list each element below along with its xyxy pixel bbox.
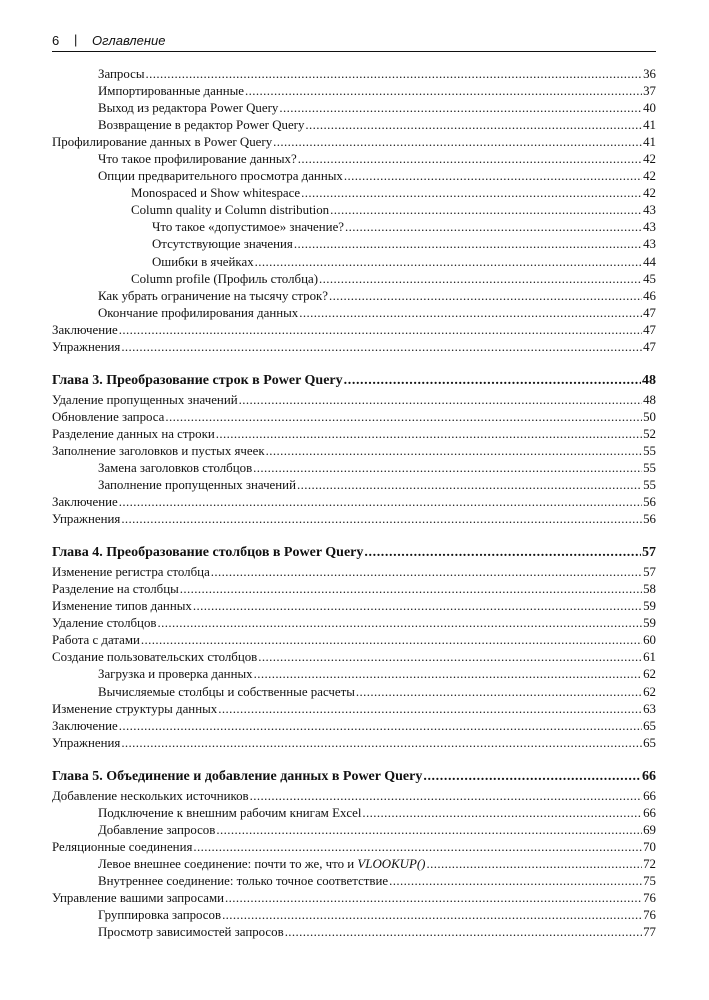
toc-page-number: 61	[643, 650, 656, 665]
toc-dot-leader	[216, 426, 642, 443]
toc-page-number: 76	[643, 908, 656, 923]
toc-entry-title: Изменение структуры данных	[52, 701, 218, 716]
toc-entry-title: Внутреннее соединение: только точное соответствие	[98, 873, 389, 888]
toc-dot-leader	[165, 409, 642, 426]
toc-entry-title: Создание пользовательских столбцов	[52, 650, 258, 665]
toc-page-number: 65	[643, 718, 656, 733]
toc-dot-leader	[305, 117, 642, 134]
toc-dot-leader	[216, 822, 642, 839]
toc-page-number: 69	[643, 822, 656, 837]
toc-page-number: 58	[643, 582, 656, 597]
toc-entry	[52, 66, 656, 83]
toc-page-number: 41	[643, 135, 656, 150]
toc-entry	[52, 392, 656, 409]
toc-entry-title: Что такое профилирование данных?	[98, 152, 297, 167]
toc-chapter-entry	[52, 370, 656, 392]
toc-dot-leader	[119, 322, 642, 339]
toc-dot-leader	[255, 254, 642, 271]
toc-entry-title: Просмотр зависимостей запросов	[98, 925, 284, 940]
toc-entry-title: Управление вашими запросами	[52, 890, 225, 905]
toc-page-number: 66	[643, 805, 656, 820]
toc-entry-title: Разделение на столбцы	[52, 582, 179, 597]
toc-page-number: 59	[643, 616, 656, 631]
toc-entry-title: Заполнение пропущенных значений	[98, 478, 296, 493]
toc-dot-leader	[254, 666, 643, 683]
toc-page-number: 72	[643, 856, 656, 871]
toc-entry	[52, 288, 656, 305]
toc-entry-title: Упражнения	[52, 735, 121, 750]
toc-dot-leader	[426, 856, 642, 873]
toc-entry-title: Удаление столбцов	[52, 616, 157, 631]
toc-page-number: 56	[643, 495, 656, 510]
toc-page-number: 42	[643, 169, 656, 184]
toc-dot-leader	[239, 392, 642, 409]
toc-page-number: 66	[643, 788, 656, 803]
toc-entry-title: Подключение к внешним рабочим книгам Excel	[98, 805, 362, 820]
toc-page-number: 43	[643, 220, 656, 235]
toc-page-number: 57	[642, 545, 656, 561]
toc-dot-leader	[344, 370, 641, 392]
toc-entry	[52, 598, 656, 615]
toc-page-number: 65	[643, 735, 656, 750]
toc-entry-title: Изменение регистра столбца	[52, 565, 210, 580]
toc-entry	[52, 907, 656, 924]
toc-entry	[52, 117, 656, 134]
toc-page-number: 41	[643, 118, 656, 133]
toc-entry	[52, 409, 656, 426]
toc-entry	[52, 735, 656, 752]
toc-entry-title: Упражнения	[52, 339, 121, 354]
toc-dot-leader	[344, 168, 642, 185]
toc-dot-leader	[121, 339, 642, 356]
toc-page-number: 55	[643, 460, 656, 475]
toc-entry-title: Глава 5. Объединение и добавление данных в Power Query	[52, 768, 423, 784]
toc-entry-title: Глава 3. Преобразование строк в Power Query	[52, 372, 343, 388]
toc-dot-leader	[279, 100, 642, 117]
toc-dot-leader	[253, 460, 642, 477]
toc-entry	[52, 322, 656, 339]
toc-page-number: 46	[643, 288, 656, 303]
toc-page-number: 55	[643, 478, 656, 493]
toc-page-number: 42	[643, 152, 656, 167]
toc-entry	[52, 856, 656, 873]
toc-dot-leader	[119, 718, 642, 735]
toc-entry	[52, 839, 656, 856]
toc-page-number: 50	[643, 409, 656, 424]
toc-dot-leader	[299, 305, 642, 322]
toc-entry-title: Добавление нескольких источников	[52, 788, 249, 803]
toc-entry-title: Заключение	[52, 322, 118, 337]
toc-page-number: 60	[643, 633, 656, 648]
toc-page-number: 52	[643, 426, 656, 441]
toc-dot-leader	[319, 271, 642, 288]
toc-chapter-entry	[52, 766, 656, 788]
toc-entry-title: Как убрать ограничение на тысячу строк?	[98, 288, 329, 303]
toc-page-number: 37	[643, 84, 656, 99]
toc-entry	[52, 684, 656, 701]
toc-page-number: 63	[643, 701, 656, 716]
table-of-contents	[52, 66, 656, 941]
page-number: 6	[52, 33, 60, 48]
toc-entry	[52, 100, 656, 117]
toc-dot-leader	[258, 649, 642, 666]
toc-entry-title: Реляционные соединения	[52, 839, 193, 854]
toc-page-number: 56	[643, 512, 656, 527]
toc-entry	[52, 666, 656, 683]
toc-entry	[52, 271, 656, 288]
toc-entry	[52, 339, 656, 356]
toc-chapter-entry	[52, 542, 656, 564]
toc-entry	[52, 460, 656, 477]
toc-dot-leader	[298, 151, 642, 168]
toc-page-number: 77	[643, 925, 656, 940]
toc-dot-leader	[245, 83, 642, 100]
toc-entry	[52, 219, 656, 236]
toc-entry	[52, 426, 656, 443]
toc-dot-leader	[364, 542, 641, 564]
toc-entry	[52, 83, 656, 100]
toc-dot-leader	[218, 701, 642, 718]
toc-entry-title: Упражнения	[52, 512, 121, 527]
toc-entry-title: Импортированные данные	[98, 84, 245, 99]
toc-page-number: 44	[643, 254, 656, 269]
toc-entry-title: Monospaced и Show whitespace	[131, 186, 301, 201]
toc-entry	[52, 564, 656, 581]
toc-entry-title: Левое внешнее соединение: почти то же, что и VLOOKUP()	[98, 856, 426, 871]
toc-dot-leader	[121, 735, 642, 752]
toc-entry-title: Выход из редактора Power Query	[98, 101, 279, 116]
toc-page-number: 47	[643, 322, 656, 337]
toc-entry-title: Заключение	[52, 718, 118, 733]
toc-page-number: 43	[643, 203, 656, 218]
toc-entry	[52, 477, 656, 494]
toc-entry-title: Заполнение заголовков и пустых ячеек	[52, 443, 265, 458]
toc-page-number: 62	[643, 684, 656, 699]
toc-entry	[52, 185, 656, 202]
toc-dot-leader	[193, 598, 642, 615]
toc-entry	[52, 581, 656, 598]
toc-dot-leader	[356, 684, 642, 701]
toc-entry	[52, 805, 656, 822]
toc-entry	[52, 168, 656, 185]
toc-entry	[52, 236, 656, 253]
toc-entry	[52, 718, 656, 735]
toc-entry-title: Группировка запросов	[98, 908, 222, 923]
toc-page-number: 57	[643, 565, 656, 580]
toc-entry	[52, 202, 656, 219]
toc-dot-leader	[121, 511, 642, 528]
toc-page-number: 47	[643, 305, 656, 320]
toc-dot-leader	[250, 788, 642, 805]
toc-page-number: 40	[643, 101, 656, 116]
toc-dot-leader	[119, 494, 642, 511]
toc-entry-title: Вычисляемые столбцы и собственные расчеты	[98, 684, 355, 699]
toc-dot-leader	[158, 615, 643, 632]
toc-entry-title: Работа с датами	[52, 633, 140, 648]
toc-page-number: 66	[642, 768, 656, 784]
toc-entry	[52, 254, 656, 271]
toc-page-number: 70	[643, 839, 656, 854]
toc-dot-leader	[301, 185, 642, 202]
toc-entry	[52, 890, 656, 907]
toc-entry-title: Column profile (Профиль столбца)	[131, 271, 318, 286]
toc-entry	[52, 134, 656, 151]
toc-dot-leader	[423, 766, 641, 788]
toc-dot-leader	[146, 66, 643, 83]
toc-entry	[52, 924, 656, 941]
toc-entry-title: Добавление запросов	[98, 822, 216, 837]
toc-entry-title: Column quality и Column distribution	[131, 203, 330, 218]
toc-page-number: 42	[643, 186, 656, 201]
toc-dot-leader	[362, 805, 642, 822]
toc-dot-leader	[225, 890, 642, 907]
header-separator: |	[74, 32, 78, 47]
toc-entry-title: Обновление запроса	[52, 409, 165, 424]
toc-dot-leader	[330, 202, 642, 219]
toc-dot-leader	[211, 564, 642, 581]
toc-page-number: 43	[643, 237, 656, 252]
toc-entry	[52, 494, 656, 511]
toc-dot-leader	[345, 219, 642, 236]
running-header	[52, 33, 656, 52]
toc-entry	[52, 305, 656, 322]
toc-page-number: 36	[643, 67, 656, 81]
toc-page-number: 75	[643, 873, 656, 888]
toc-page-number: 48	[642, 372, 656, 388]
toc-entry-title: Опции предварительного просмотра данных	[98, 169, 343, 184]
toc-page-number: 45	[643, 271, 656, 286]
function-name: VLOOKUP()	[357, 856, 426, 871]
header-title: Оглавление	[92, 33, 166, 48]
toc-dot-leader	[273, 134, 642, 151]
toc-entry-title: Отсутствующие значения	[152, 237, 293, 252]
toc-dot-leader	[222, 907, 642, 924]
toc-page-number: 59	[643, 599, 656, 614]
toc-entry-title: Профилирование данных в Power Query	[52, 135, 273, 150]
toc-page-number: 55	[643, 443, 656, 458]
toc-page-number: 62	[643, 667, 656, 682]
toc-entry	[52, 632, 656, 649]
toc-dot-leader	[285, 924, 642, 941]
toc-entry-title: Что такое «допустимое» значение?	[152, 220, 345, 235]
toc-entry-title: Глава 4. Преобразование столбцов в Power Query	[52, 545, 364, 561]
toc-entry	[52, 615, 656, 632]
toc-entry-title: Изменение типов данных	[52, 599, 192, 614]
toc-dot-leader	[180, 581, 642, 598]
toc-entry	[52, 511, 656, 528]
toc-dot-leader	[297, 477, 642, 494]
toc-dot-leader	[389, 873, 642, 890]
toc-page-number: 48	[643, 392, 656, 407]
toc-dot-leader	[141, 632, 642, 649]
toc-entry	[52, 443, 656, 460]
toc-page-number: 76	[643, 890, 656, 905]
toc-entry-title: Замена заголовков столбцов	[98, 460, 253, 475]
toc-dot-leader	[193, 839, 642, 856]
toc-entry-title: Заключение	[52, 495, 118, 510]
toc-entry	[52, 822, 656, 839]
toc-dot-leader	[294, 236, 642, 253]
toc-dot-leader	[266, 443, 642, 460]
toc-dot-leader	[329, 288, 642, 305]
toc-entry	[52, 701, 656, 718]
toc-entry-title: Удаление пропущенных значений	[52, 392, 238, 407]
toc-entry-title: Возвращение в редактор Power Query	[98, 118, 305, 133]
toc-entry	[52, 649, 656, 666]
toc-entry	[52, 151, 656, 168]
toc-entry	[52, 873, 656, 890]
toc-entry-title: Ошибки в ячейках	[152, 254, 254, 269]
toc-entry	[52, 788, 656, 805]
toc-entry-title: Загрузка и проверка данных	[98, 667, 253, 682]
toc-page-number: 47	[643, 339, 656, 354]
toc-entry-title: Окончание профилирования данных	[98, 305, 299, 320]
toc-entry-title: Разделение данных на строки	[52, 426, 215, 441]
toc-entry-title: Запросы	[98, 67, 145, 81]
